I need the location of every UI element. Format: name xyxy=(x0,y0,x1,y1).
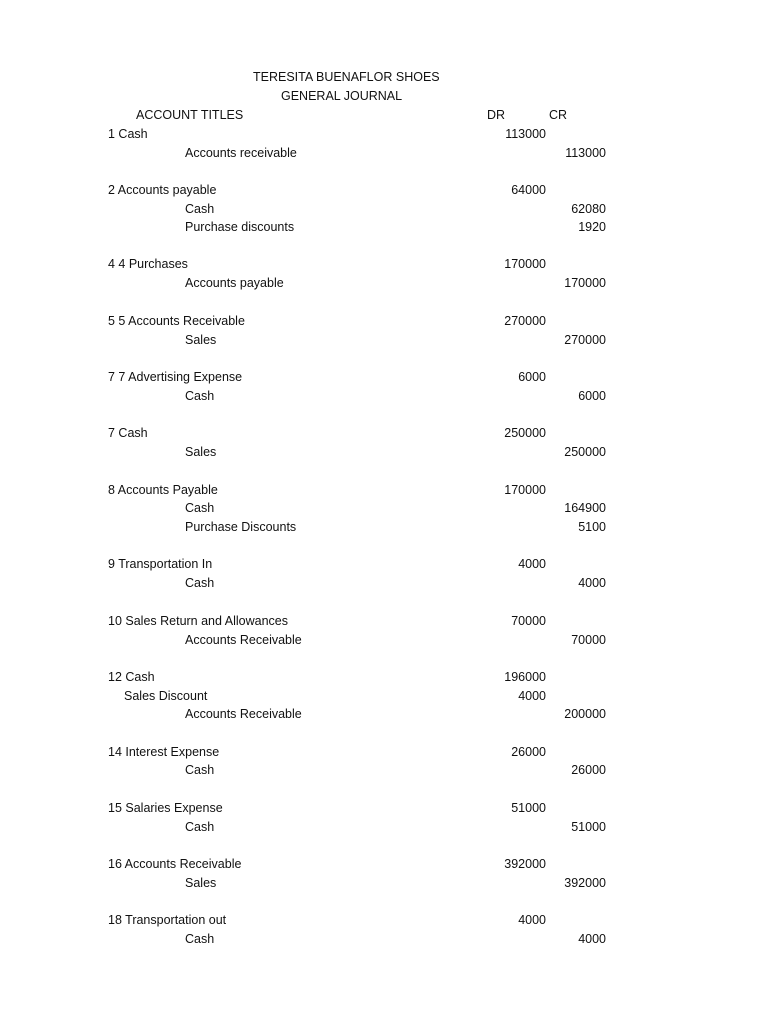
journal-line xyxy=(0,932,768,950)
journal-line xyxy=(0,763,768,781)
credit-amount: 164900 xyxy=(564,501,606,515)
journal-line xyxy=(0,576,768,594)
debit-amount: 6000 xyxy=(518,370,546,384)
credit-amount: 1920 xyxy=(578,220,606,234)
credit-amount: 200000 xyxy=(564,707,606,721)
account-title: 7 7 Advertising Expense xyxy=(108,370,243,384)
debit-amount: 170000 xyxy=(504,257,546,271)
column-header-account-titles: ACCOUNT TITLES xyxy=(136,108,244,122)
account-title: Sales xyxy=(185,333,217,347)
journal-line xyxy=(0,633,768,651)
credit-amount: 392000 xyxy=(564,876,606,890)
account-title: 14 Interest Expense xyxy=(108,745,220,759)
account-title: Sales Discount xyxy=(124,689,208,703)
journal-line xyxy=(0,333,768,351)
account-title: Purchase Discounts xyxy=(185,520,297,534)
debit-amount: 51000 xyxy=(511,801,546,815)
credit-amount: 5100 xyxy=(578,520,606,534)
journal-line xyxy=(0,857,768,875)
journal-line xyxy=(0,745,768,763)
journal-name: GENERAL JOURNAL xyxy=(281,89,403,103)
debit-amount: 26000 xyxy=(511,745,546,759)
journal-line xyxy=(0,426,768,444)
credit-amount: 170000 xyxy=(564,276,606,290)
journal-line xyxy=(0,820,768,838)
journal-line xyxy=(0,370,768,388)
journal-line xyxy=(0,670,768,688)
journal-line xyxy=(0,146,768,164)
journal-line xyxy=(0,876,768,894)
account-title: 10 Sales Return and Allowances xyxy=(108,614,288,628)
journal-line xyxy=(0,520,768,538)
journal-line xyxy=(0,557,768,575)
account-title: Accounts Receivable xyxy=(185,633,302,647)
credit-amount: 26000 xyxy=(571,763,606,777)
account-title: Sales xyxy=(185,876,217,890)
journal-line xyxy=(0,614,768,632)
account-title: Cash xyxy=(185,820,215,834)
debit-amount: 4000 xyxy=(518,689,546,703)
account-title: 7 Cash xyxy=(108,426,148,440)
debit-amount: 170000 xyxy=(504,483,546,497)
account-title: Cash xyxy=(185,501,215,515)
account-title: Cash xyxy=(185,576,215,590)
credit-amount: 62080 xyxy=(571,202,606,216)
account-title: 16 Accounts Receivable xyxy=(108,857,242,871)
debit-amount: 113000 xyxy=(505,127,546,141)
credit-amount: 250000 xyxy=(564,445,606,459)
account-title: 2 Accounts payable xyxy=(108,183,217,197)
journal-line xyxy=(0,389,768,407)
debit-amount: 270000 xyxy=(504,314,546,328)
debit-amount: 392000 xyxy=(504,857,546,871)
account-title: Cash xyxy=(185,202,215,216)
debit-amount: 64000 xyxy=(511,183,546,197)
journal-line xyxy=(0,276,768,294)
account-title: Cash xyxy=(185,389,215,403)
credit-amount: 6000 xyxy=(578,389,606,403)
journal-line xyxy=(0,183,768,201)
debit-amount: 250000 xyxy=(504,426,546,440)
account-title: 18 Transportation out xyxy=(108,913,227,927)
journal-line xyxy=(0,689,768,707)
journal-line xyxy=(0,127,768,145)
account-title: 12 Cash xyxy=(108,670,155,684)
journal-line xyxy=(0,801,768,819)
credit-amount: 70000 xyxy=(571,633,606,647)
account-title: Accounts payable xyxy=(185,276,284,290)
debit-amount: 196000 xyxy=(504,670,546,684)
account-title: 8 Accounts Payable xyxy=(108,483,218,497)
account-title: Cash xyxy=(185,763,215,777)
column-header-dr: DR xyxy=(487,108,506,122)
account-title: 9 Transportation In xyxy=(108,557,213,571)
journal-line xyxy=(0,257,768,275)
credit-amount: 51000 xyxy=(571,820,606,834)
journal-line xyxy=(0,501,768,519)
debit-amount: 70000 xyxy=(511,614,546,628)
account-title: 1 Cash xyxy=(108,127,148,141)
column-header-cr: CR xyxy=(549,108,568,122)
account-title: Cash xyxy=(185,932,215,946)
credit-amount: 4000 xyxy=(578,932,606,946)
journal-line xyxy=(0,913,768,931)
account-title: Purchase discounts xyxy=(185,220,295,234)
journal-line xyxy=(0,220,768,238)
credit-amount: 4000 xyxy=(578,576,606,590)
company-name: TERESITA BUENAFLOR SHOES xyxy=(253,70,440,84)
credit-amount: 113000 xyxy=(565,146,606,160)
journal-line xyxy=(0,707,768,725)
account-title: Accounts receivable xyxy=(185,146,297,160)
account-title: Sales xyxy=(185,445,217,459)
account-title: 15 Salaries Expense xyxy=(108,801,223,815)
credit-amount: 270000 xyxy=(564,333,606,347)
account-title: 5 5 Accounts Receivable xyxy=(108,314,245,328)
journal-line xyxy=(0,483,768,501)
account-title: 4 4 Purchases xyxy=(108,257,188,271)
journal-line xyxy=(0,202,768,220)
debit-amount: 4000 xyxy=(518,557,546,571)
journal-line xyxy=(0,314,768,332)
journal-line xyxy=(0,445,768,463)
account-title: Accounts Receivable xyxy=(185,707,302,721)
debit-amount: 4000 xyxy=(518,913,546,927)
